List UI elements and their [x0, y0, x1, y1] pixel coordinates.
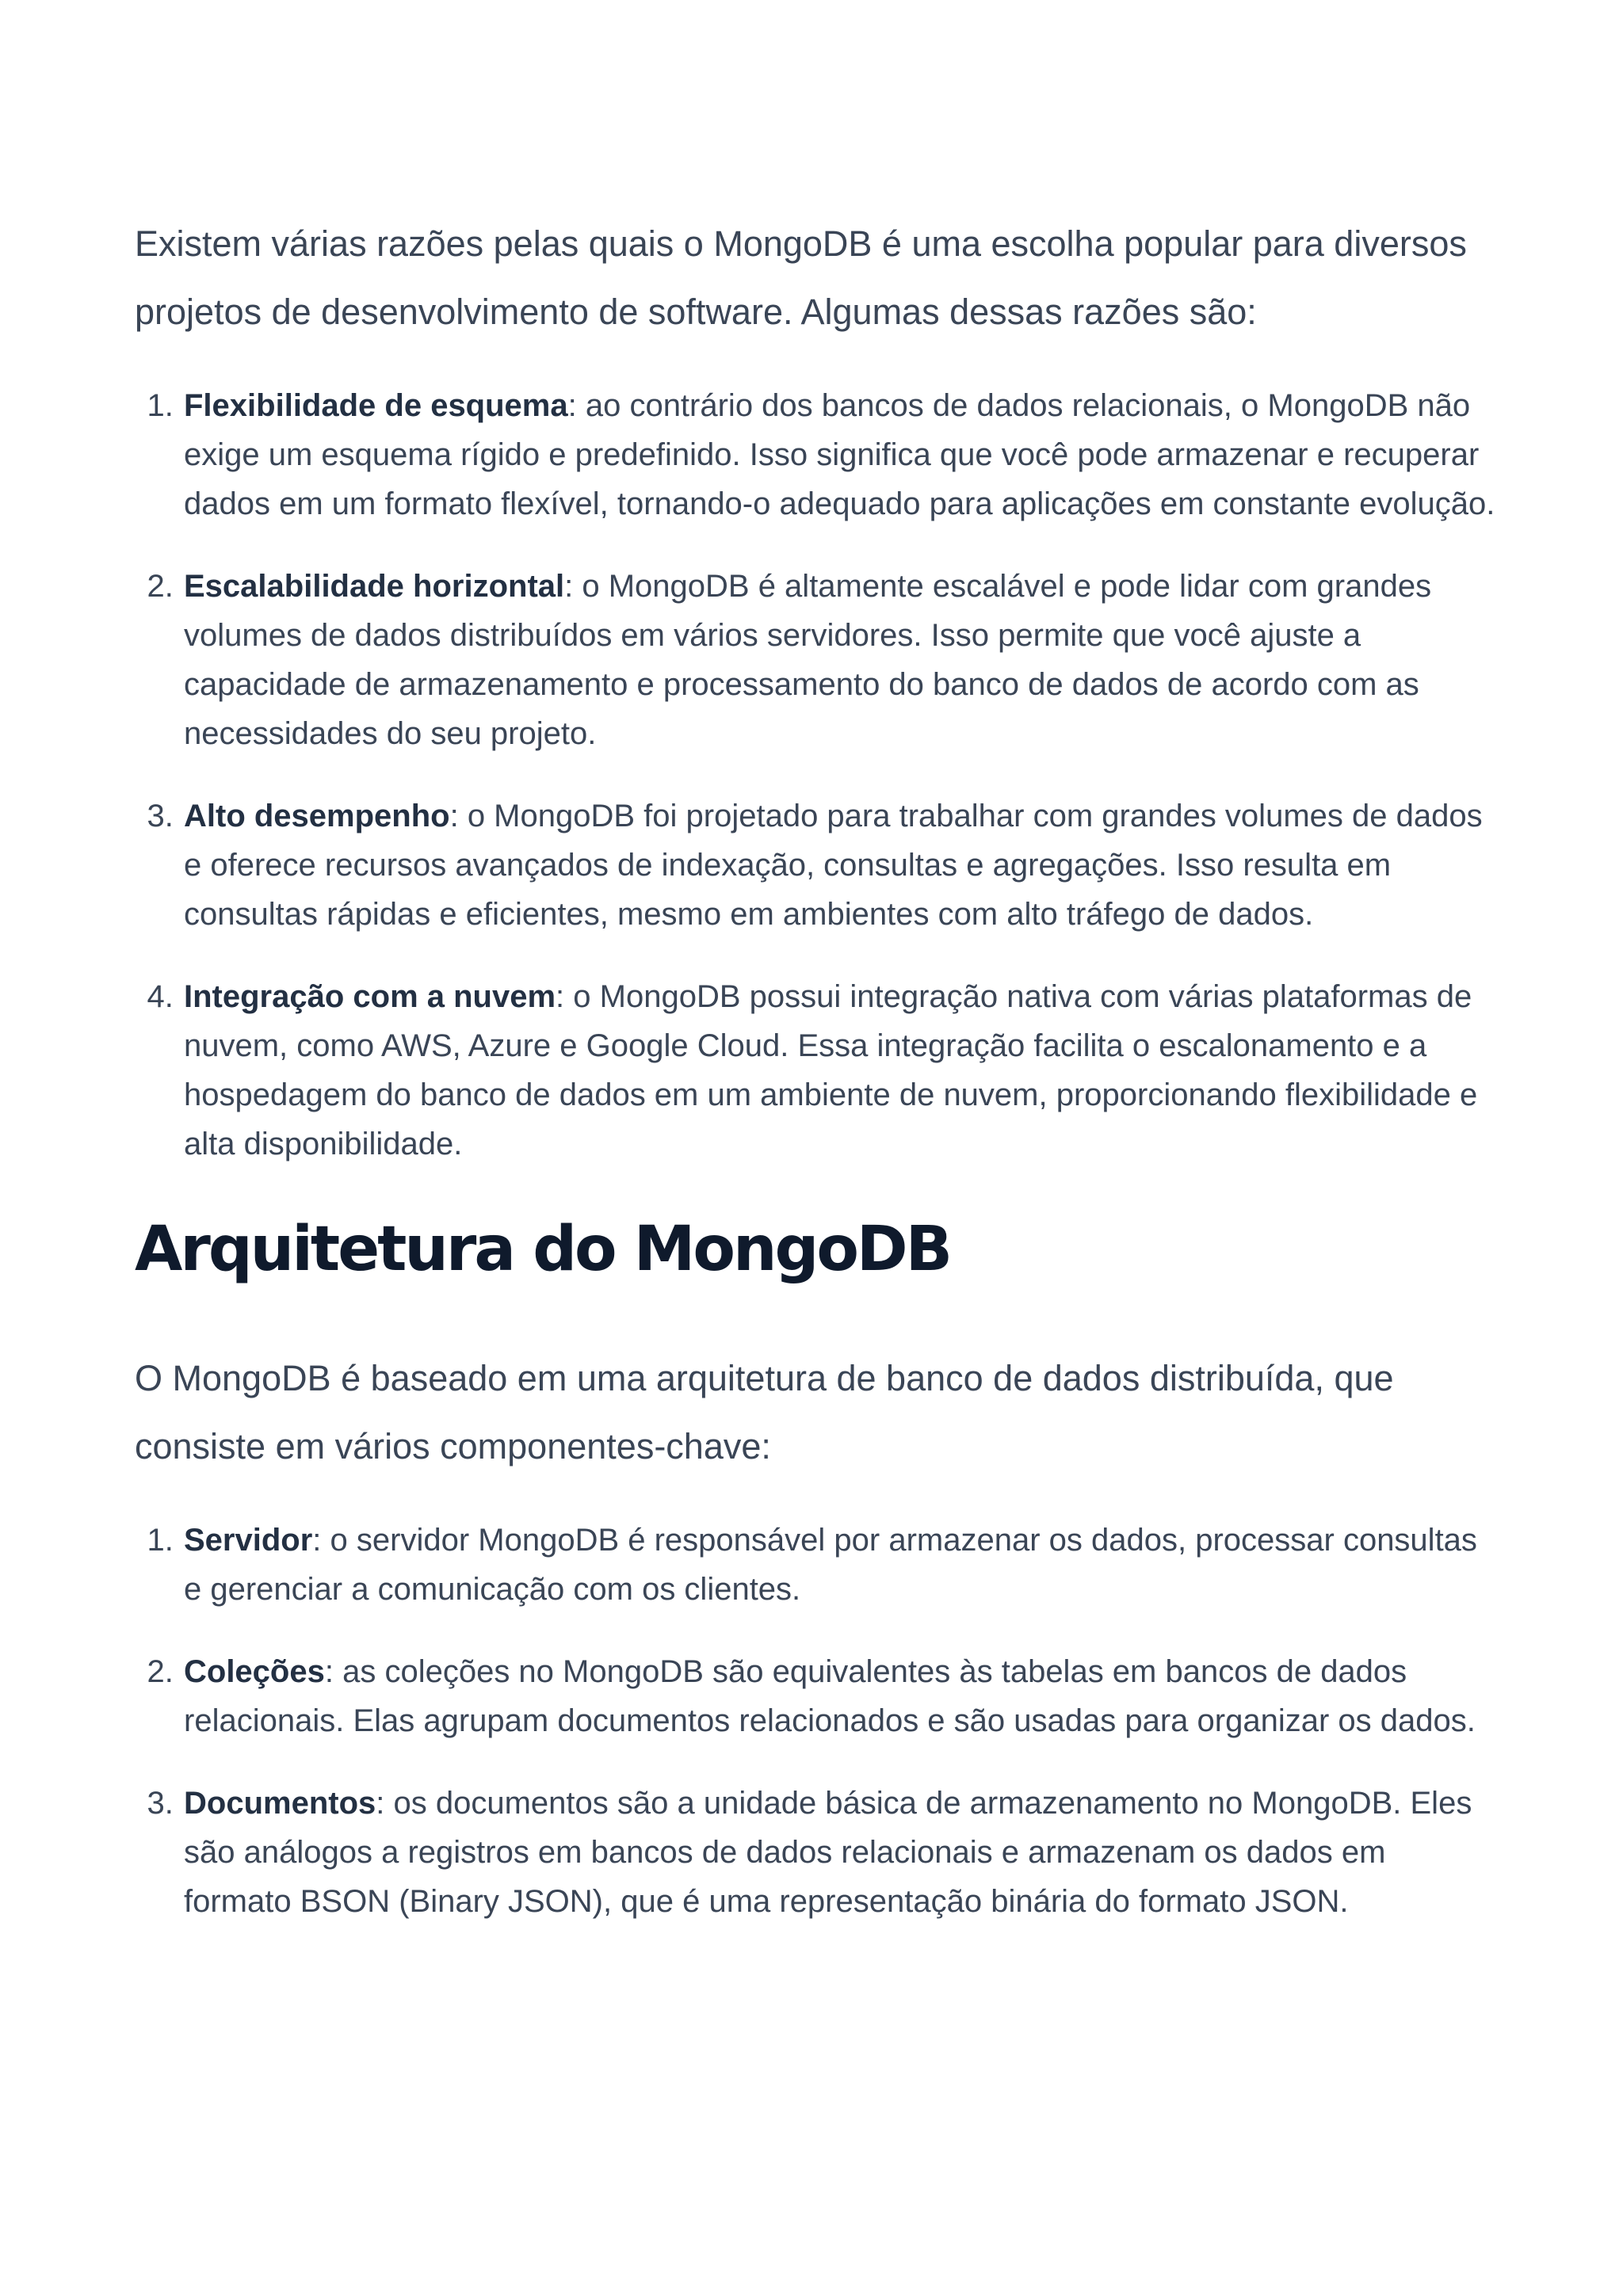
architecture-intro-paragraph: O MongoDB é baseado em uma arquitetura de banco de dados distribuída, que consiste em vários componentes-chave: — [135, 1358, 1394, 1466]
list-item — [182, 972, 1498, 1169]
list-item-text: : o servidor MongoDB é responsável por armazenar os dados, processar consultas e gerenciar a comunicação com os clientes. — [184, 1523, 1477, 1607]
list-item-text: : o MongoDB foi projetado para trabalhar com grandes volumes de dados e oferece recursos avançados de indexação, consultas e agregações. Isso resulta em consultas rápidas e eficientes, mesmo em ambientes com alto tráfego de dados. — [184, 799, 1483, 932]
list-item-term: Escalabilidade horizontal — [184, 569, 565, 604]
list-item-text: : ao contrário dos bancos de dados relacionais, o MongoDB não exige um esquema rígido e predefinido. Isso significa que você pode armazenar e recuperar dados em um formato flexível, tornando-o adequado para aplicações em constante evolução. — [184, 388, 1495, 521]
intro-paragraph: Existem várias razões pelas quais o MongoDB é uma escolha popular para diversos projetos de desenvolvimento de software. Algumas dessas razões são: — [135, 223, 1467, 332]
list-item-text: : os documentos são a unidade básica de armazenamento no MongoDB. Eles são análogos a registros em bancos de dados relacionais e armazenam os dados em formato BSON (Binary JSON), que é uma representação binária do formato JSON. — [184, 1786, 1472, 1919]
list-item — [182, 1647, 1498, 1745]
list-item-term: Coleções — [184, 1654, 325, 1689]
list-item — [182, 791, 1498, 939]
list-item-text: : o MongoDB é altamente escalável e pode lidar com grandes volumes de dados distribuídos em vários servidores. Isso permite que você ajuste a capacidade de armazenamento e processamento do banco de dados de acordo com as necessidades do seu projeto. — [184, 569, 1432, 751]
document-page — [135, 210, 1498, 1959]
list-item — [182, 1516, 1498, 1614]
list-item-term: Integração com a nuvem — [184, 979, 556, 1014]
list-item-term: Flexibilidade de esquema — [184, 388, 568, 423]
list-item — [182, 562, 1498, 758]
components-list — [135, 1516, 1498, 1926]
list-item-term: Servidor — [184, 1523, 313, 1558]
list-item-text: : as coleções no MongoDB são equivalentes às tabelas em bancos de dados relacionais. Elas agrupam documentos relacionados e são usadas para organizar os dados. — [184, 1654, 1476, 1738]
list-item — [182, 1779, 1498, 1926]
reasons-list — [135, 381, 1498, 1169]
list-item-text: : o MongoDB possui integração nativa com várias plataformas de nuvem, como AWS, Azure e Google Cloud. Essa integração facilita o escalonamento e a hospedagem do banco de dados em um ambiente de nuvem, proporcionando flexibilidade e alta disponibilidade. — [184, 979, 1478, 1161]
list-item-term: Alto desempenho — [184, 799, 450, 833]
section-title: Arquitetura do MongoDB — [135, 1214, 951, 1285]
list-item-term: Documentos — [184, 1786, 376, 1821]
list-item — [182, 381, 1498, 528]
